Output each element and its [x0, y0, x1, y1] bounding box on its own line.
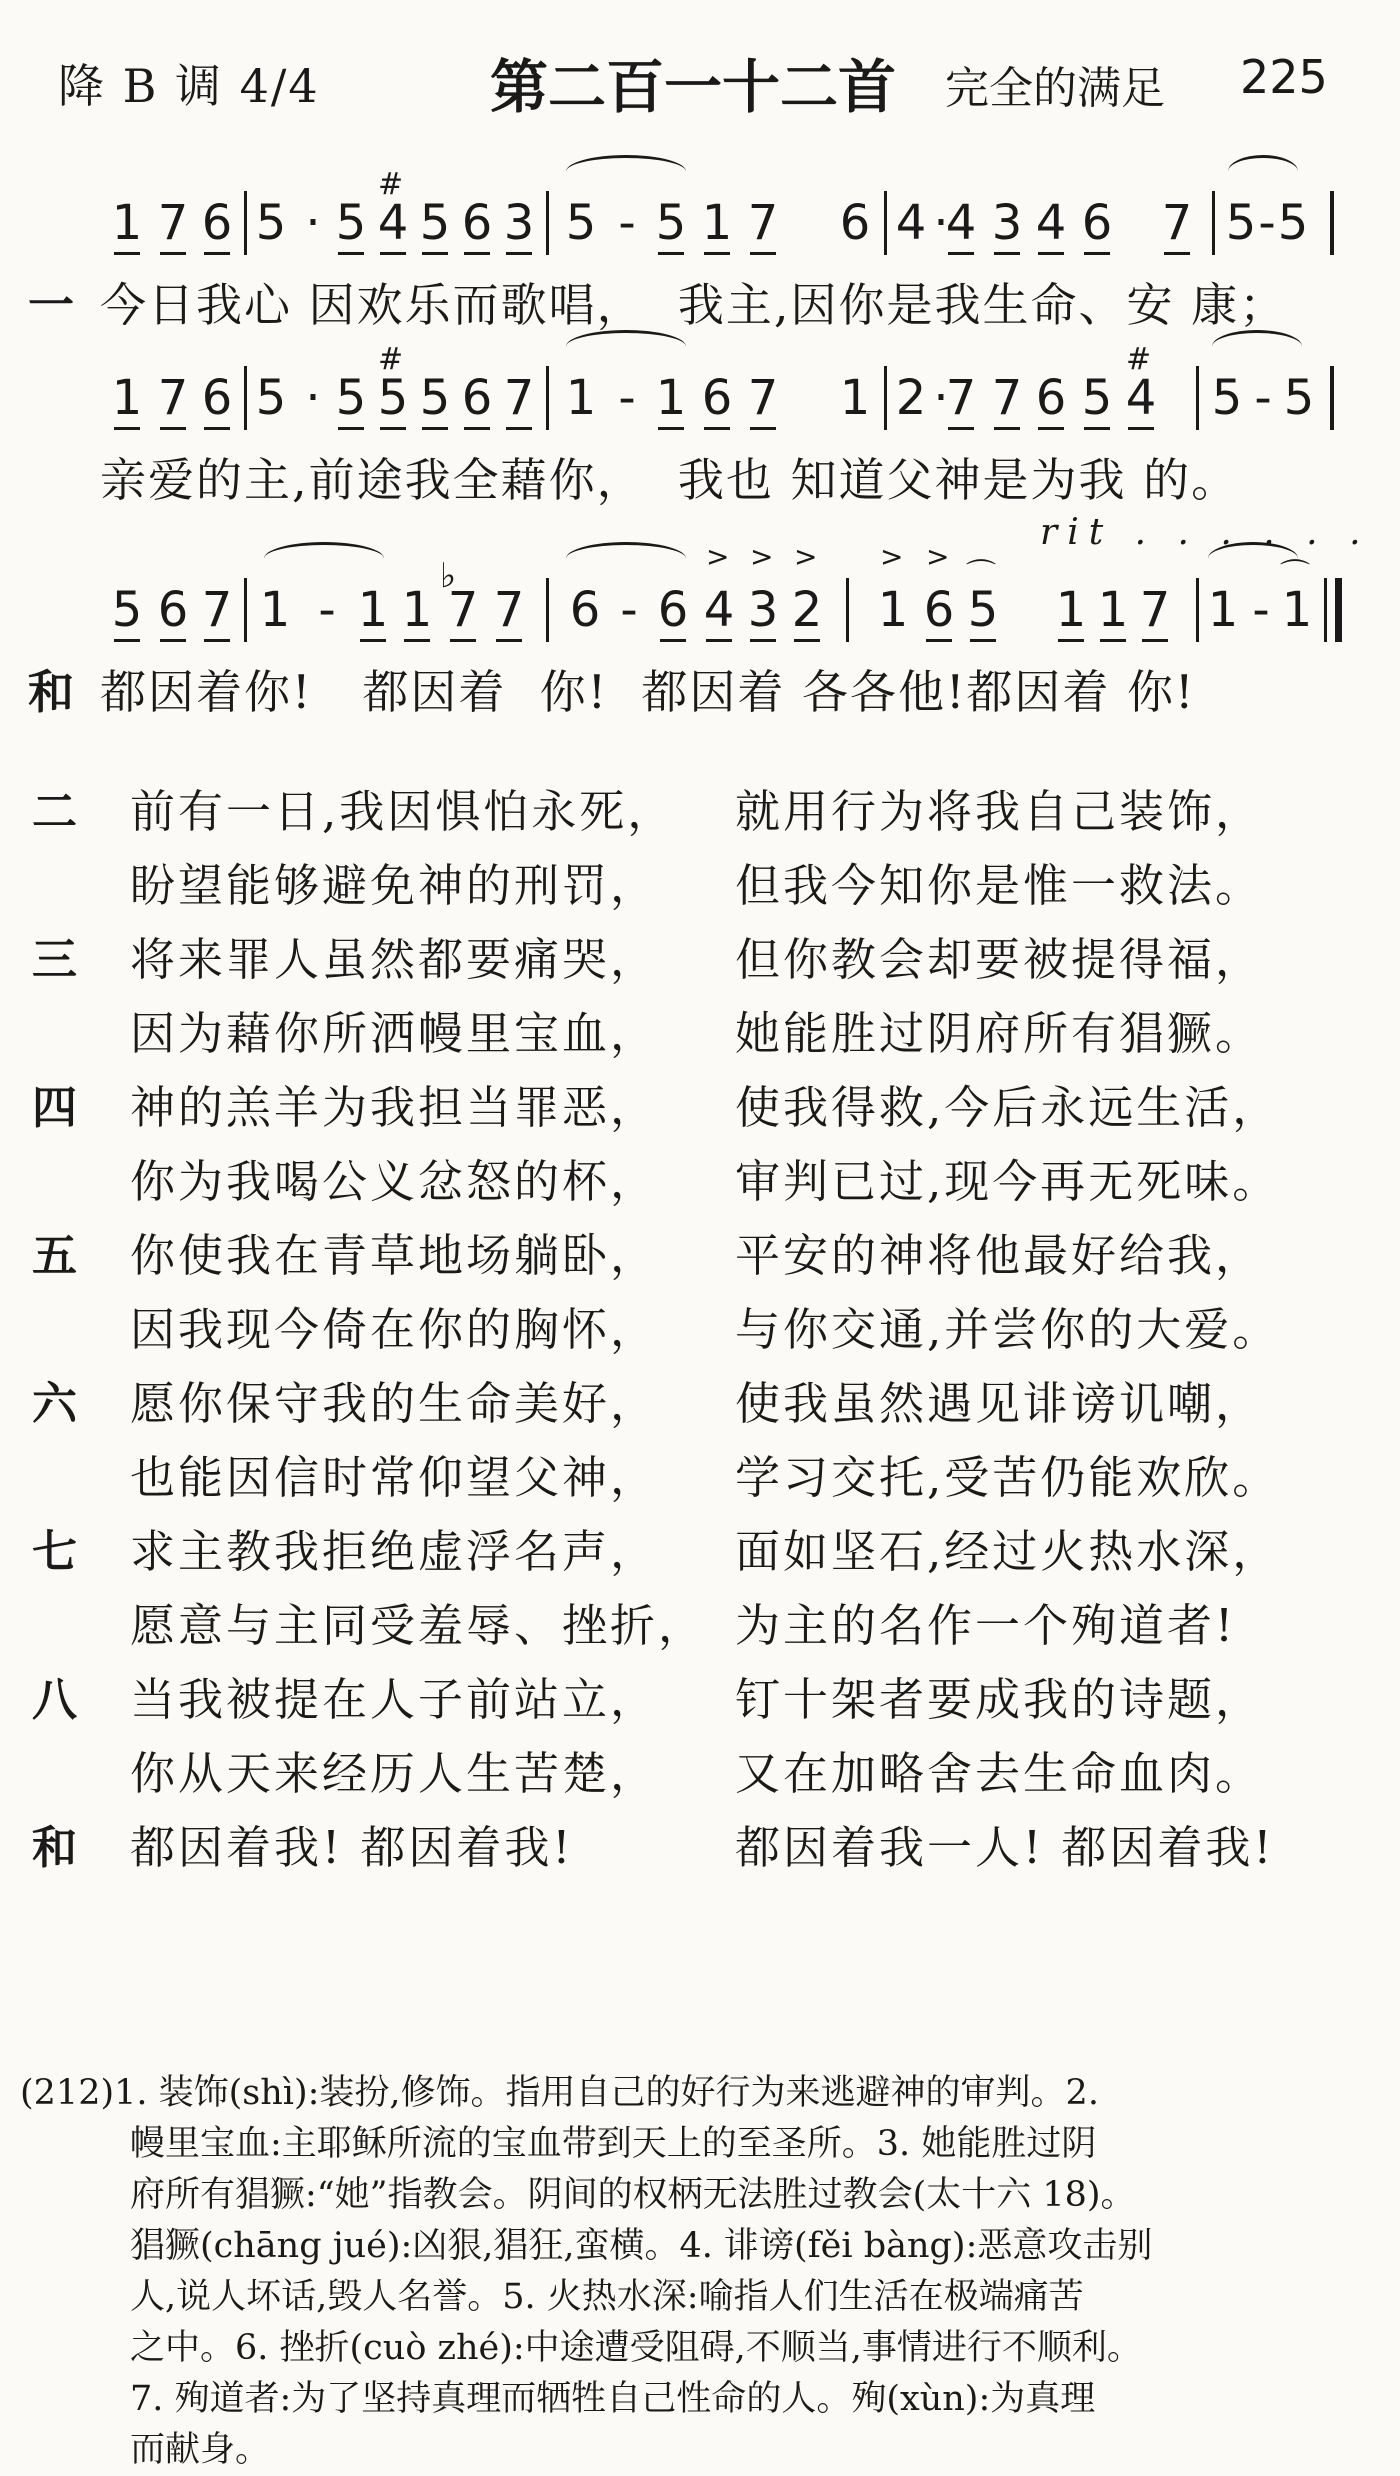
lyric-text: 亲爱的主,前途我全藉你， 我也 知道父神是为我 的。	[100, 453, 1240, 507]
footnote-line: (212)1. 装饰(shì):装扮,修饰。指用自己的好行为来逃避神的审判。2.	[20, 2073, 1099, 2113]
key-signature: 降 B 调 4/4	[58, 59, 320, 113]
verse-line: 也能因信时常仰望父神， 学习交托,受苦仍能欢欣。	[130, 1451, 1281, 1504]
verse-line: 二 前有一日,我因惧怕永死， 就用行为将我自己装饰，	[32, 785, 1264, 838]
chorus-line: 和 都因着我! 都因着我! 都因着我一人! 都因着我!	[32, 1821, 1275, 1874]
verse-line: 八 当我被提在人子前站立， 钉十架者要成我的诗题，	[32, 1673, 1264, 1726]
score-system-1	[0, 167, 1400, 335]
lyrics-line-2	[0, 444, 1400, 507]
verse-line: 六 愿你保守我的生命美好， 使我虽然遇见诽谤讥嘲，	[32, 1377, 1264, 1430]
verse-line: 七 求主教我拒绝虚浮名声， 面如坚石,经过火热水深，	[32, 1525, 1281, 1578]
footnote-line: 幔里宝血:主耶稣所流的宝血带到天上的至圣所。3. 她能胜过阴	[130, 2124, 1097, 2164]
footnote-line: 而献身。	[130, 2430, 271, 2470]
hymn-subtitle: 完全的满足	[945, 63, 1165, 114]
verse-line: 因我现今倚在你的胸怀， 与你交通,并尝你的大爱。	[130, 1303, 1281, 1356]
footnote-line: 7. 殉道者:为了坚持真理而牺牲自己性命的人。殉(xùn):为真理	[130, 2379, 1096, 2419]
lyrics-line-3	[0, 656, 1400, 719]
verse-line: 你为我喝公义忿怒的杯， 审判已过,现今再无死味。	[130, 1155, 1281, 1208]
verse-line: 三 将来罪人虽然都要痛哭， 但你教会却要被提得福，	[32, 933, 1264, 986]
verse-line: 五 你使我在青草地场躺卧， 平安的神将他最好给我，	[32, 1229, 1264, 1282]
chorus-mark: 和	[28, 665, 74, 719]
footnote-line: 府所有猖獗:“她”指教会。阴间的权柄无法胜过教会(太十六 18)。	[130, 2175, 1136, 2215]
verse-line: 盼望能够避免神的刑罚， 但我今知你是惟一救法。	[130, 859, 1264, 912]
verse-mark: 一	[28, 278, 74, 332]
score-system-3	[0, 512, 1400, 722]
score-system-2	[0, 342, 1400, 510]
notation-line-3: 5 6 7 1 - 1 1 ♭ 7 7 6 - 6 > 4 > 3 > 2 > 1 > 6 ⌒ 5 1 1 7 1 - ⌒ 1	[0, 572, 1400, 652]
lyric-text: 今日我心 因欢乐而歌唱， 我主,因你是我生命、安 康；	[100, 278, 1288, 332]
verse-line: 因为藉你所洒幔里宝血， 她能胜过阴府所有猖獗。	[130, 1007, 1264, 1060]
page-number: 225	[1240, 50, 1328, 104]
ritardando-marking: rit . . . . . .	[1040, 512, 1371, 553]
footnote-line: 猖獗(chāng jué):凶狠,猖狂,蛮横。4. 诽谤(fěi bàng):恶意攻击别	[130, 2226, 1153, 2266]
notation-line-1: 1 7 6 5 · 5 # 4 5 6 3 5 - 5 1 7 6 4 · 4 3 4 6 7 5 - 5	[0, 185, 1400, 265]
page-header	[0, 40, 1400, 130]
footnote-line: 之中。6. 挫折(cuò zhé):中途遭受阻碍,不顺当,事情进行不顺利。	[130, 2328, 1142, 2368]
notation-line-2: 1 7 6 5 · 5 # 5 5 6 7 1 - 1 6 7 1 2 · 7 7 6 5 # 4 5 - 5	[0, 360, 1400, 440]
footnote-line: 人,说人坏话,毁人名誉。5. 火热水深:喻指人们生活在极端痛苦	[130, 2277, 1084, 2317]
hymn-title: 第二百一十二首	[490, 53, 897, 121]
verse-line: 愿意与主同受羞辱、挫折， 为主的名作一个殉道者!	[130, 1599, 1237, 1652]
lyrics-line-1	[0, 269, 1400, 332]
verse-line: 四 神的羔羊为我担当罪恶， 使我得救,今后永远生活，	[32, 1081, 1281, 1134]
lyric-text: 都因着你! 都因着 你! 都因着 各各他!都因着 你!	[100, 665, 1196, 719]
verse-line: 你从天来经历人生苦楚， 又在加略舍去生命血肉。	[130, 1747, 1264, 1800]
